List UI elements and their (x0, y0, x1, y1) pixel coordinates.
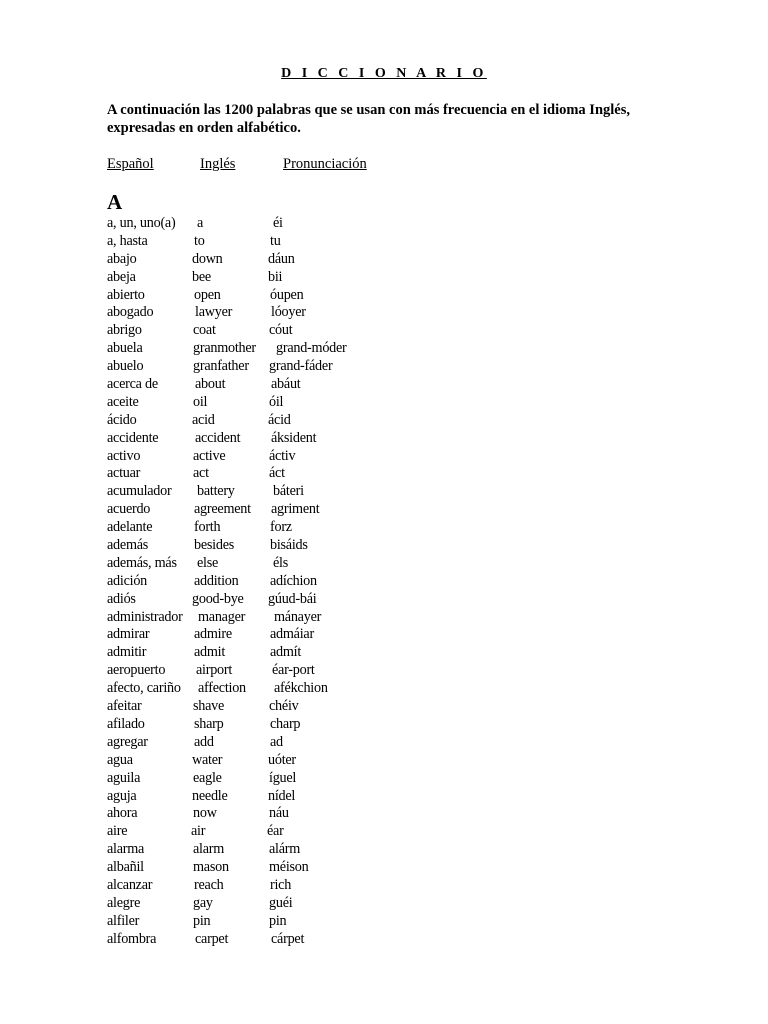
word-es: alfiler (107, 912, 140, 929)
word-pron: admít (270, 644, 302, 661)
word-es: a, hasta (107, 232, 148, 249)
word-en: about (195, 376, 226, 393)
word-en: oil (193, 393, 208, 410)
word-en: active (193, 447, 226, 464)
word-en: granfather (193, 358, 249, 375)
entry-row (107, 501, 507, 519)
entry-row (107, 644, 507, 662)
document-title: D I C C I O N A R I O (281, 66, 487, 81)
word-es: afilado (107, 715, 145, 732)
word-pron: admáiar (270, 626, 314, 643)
entry-row (107, 448, 507, 466)
word-en: good-bye (192, 590, 244, 607)
entry-row (107, 483, 507, 501)
word-en: mason (193, 859, 229, 876)
word-en: affection (198, 680, 246, 697)
entry-row (107, 376, 507, 394)
entry-row (107, 233, 507, 251)
word-en: gay (193, 894, 213, 911)
word-pron: náu (269, 805, 289, 822)
word-en: water (192, 751, 223, 768)
word-es: abuela (107, 340, 143, 357)
word-en: sharp (194, 715, 224, 732)
word-pron: cóut (269, 322, 293, 339)
intro-paragraph: A continuación las 1200 palabras que se usan con más frecuencia en el idioma Inglés, expresadas en orden alfabético. (107, 102, 630, 136)
word-pron: adíchion (270, 572, 317, 589)
entry-row (107, 913, 507, 931)
entry-row (107, 465, 507, 483)
word-es: abajo (107, 250, 137, 267)
word-es: agregar (107, 733, 148, 750)
word-es: a, un, uno(a) (107, 215, 176, 231)
entry-row (107, 823, 507, 841)
word-es: afecto, cariño (107, 680, 181, 697)
word-pron: abáut (271, 376, 301, 393)
entry-row (107, 895, 507, 913)
word-es: aguila (107, 769, 141, 786)
word-pron: rich (270, 876, 292, 893)
word-en: forth (194, 519, 221, 536)
entry-row (107, 412, 507, 430)
word-pron: uóter (268, 751, 296, 768)
entry-row (107, 251, 507, 269)
entry-row (107, 394, 507, 412)
word-pron: forz (270, 519, 292, 536)
header-english: Inglés (200, 156, 236, 172)
word-es: además (107, 537, 149, 554)
word-pron: grand-móder (276, 340, 347, 357)
entry-row (107, 322, 507, 340)
word-pron: óil (269, 393, 284, 410)
word-es: ahora (107, 805, 138, 822)
word-pron: bisáids (270, 537, 308, 554)
entry-row (107, 770, 507, 788)
word-pron: ácid (268, 411, 291, 428)
word-es: adiós (107, 590, 136, 607)
entry-row (107, 573, 507, 591)
word-es: albañil (107, 859, 144, 876)
word-es: alegre (107, 894, 141, 911)
word-en: battery (197, 483, 235, 500)
entry-row (107, 752, 507, 770)
word-en: pin (193, 912, 211, 929)
word-en: bee (192, 268, 211, 285)
word-pron: éi (273, 215, 283, 231)
entry-row (107, 931, 507, 949)
entry-row (107, 358, 507, 376)
word-es: acuerdo (107, 501, 151, 518)
word-en: addition (194, 572, 239, 589)
word-pron: áct (269, 465, 285, 482)
entry-list (107, 215, 507, 949)
word-es: alcanzar (107, 876, 153, 893)
entry-row (107, 215, 507, 233)
word-en: coat (193, 322, 216, 339)
entry-row (107, 734, 507, 752)
word-pron: mánayer (274, 608, 322, 625)
word-pron: gúud-bái (268, 590, 317, 607)
word-en: lawyer (195, 304, 233, 321)
word-en: act (193, 465, 209, 482)
entry-row (107, 537, 507, 555)
entry-row (107, 269, 507, 287)
word-en: alarm (193, 841, 225, 858)
word-en: now (193, 805, 217, 822)
header-pronunciation: Pronunciación (283, 156, 367, 172)
word-es: agua (107, 751, 133, 768)
entry-row (107, 788, 507, 806)
entry-row (107, 716, 507, 734)
word-es: abogado (107, 304, 154, 321)
word-es: administrador (107, 608, 183, 625)
word-es: afeitar (107, 698, 142, 715)
word-pron: íguel (269, 769, 297, 786)
word-es: aire (107, 823, 128, 840)
word-pron: agriment (271, 501, 320, 518)
word-pron: nídel (268, 787, 296, 804)
word-pron: alárm (269, 841, 301, 858)
word-en: needle (192, 787, 228, 804)
word-en: accident (195, 429, 241, 446)
word-en: down (192, 250, 223, 267)
word-en: air (191, 823, 206, 840)
word-es: aeropuerto (107, 662, 166, 679)
word-pron: cárpet (271, 930, 305, 947)
word-pron: óupen (270, 286, 304, 303)
word-pron: dáun (268, 250, 295, 267)
word-es: adelante (107, 519, 153, 536)
word-es: aguja (107, 787, 137, 804)
word-pron: guéi (269, 894, 293, 911)
word-pron: éar (267, 823, 284, 840)
word-en: agreement (194, 501, 251, 518)
word-pron: bii (268, 268, 283, 285)
word-es: acumulador (107, 483, 172, 500)
word-pron: charp (270, 715, 301, 732)
word-es: además, más (107, 554, 177, 571)
word-pron: afékchion (274, 680, 328, 697)
word-en: manager (198, 608, 246, 625)
word-en: acid (192, 411, 215, 428)
word-pron: éar-port (272, 662, 315, 679)
word-pron: grand-fáder (269, 358, 333, 375)
entry-row (107, 609, 507, 627)
entry-row (107, 287, 507, 305)
word-en: a (197, 215, 204, 231)
word-en: admire (194, 626, 232, 643)
word-es: alfombra (107, 930, 157, 947)
entry-row (107, 555, 507, 573)
word-es: actuar (107, 465, 141, 482)
word-en: else (197, 554, 219, 571)
word-en: to (194, 232, 205, 249)
word-en: eagle (193, 769, 222, 786)
header-spanish: Español (107, 156, 154, 172)
word-pron: áksident (271, 429, 317, 446)
entry-row (107, 680, 507, 698)
word-pron: áctiv (269, 447, 296, 464)
word-es: admirar (107, 626, 150, 643)
entry-row (107, 805, 507, 823)
word-pron: tu (270, 232, 281, 249)
entry-row (107, 591, 507, 609)
entry-row (107, 662, 507, 680)
section-letter: A (107, 190, 123, 214)
word-en: shave (193, 698, 225, 715)
word-es: aceite (107, 393, 139, 410)
word-pron: éls (273, 554, 289, 571)
word-es: abeja (107, 268, 136, 285)
word-pron: chéiv (269, 698, 299, 715)
word-en: admit (194, 644, 226, 661)
entry-row (107, 626, 507, 644)
word-en: airport (196, 662, 233, 679)
word-en: besides (194, 537, 235, 554)
word-en: carpet (195, 930, 229, 947)
word-es: adición (107, 572, 148, 589)
word-es: acerca de (107, 376, 158, 393)
word-es: abrigo (107, 322, 142, 339)
word-es: accidente (107, 429, 159, 446)
word-en: reach (194, 876, 224, 893)
word-es: abierto (107, 286, 145, 303)
entry-row (107, 877, 507, 895)
word-es: alarma (107, 841, 145, 858)
word-pron: báteri (273, 483, 304, 500)
word-es: admitir (107, 644, 147, 661)
word-en: granmother (193, 340, 256, 357)
word-es: activo (107, 447, 141, 464)
word-pron: pin (269, 912, 287, 929)
entry-row (107, 519, 507, 537)
entry-row (107, 841, 507, 859)
entry-row (107, 859, 507, 877)
word-en: add (194, 733, 214, 750)
entry-row (107, 304, 507, 322)
word-pron: ad (270, 733, 283, 750)
entry-row (107, 698, 507, 716)
word-es: abuelo (107, 358, 144, 375)
word-es: ácido (107, 411, 137, 428)
word-en: open (194, 286, 221, 303)
word-pron: méison (269, 859, 309, 876)
entry-row (107, 340, 507, 358)
entry-row (107, 430, 507, 448)
word-pron: lóoyer (271, 304, 306, 321)
